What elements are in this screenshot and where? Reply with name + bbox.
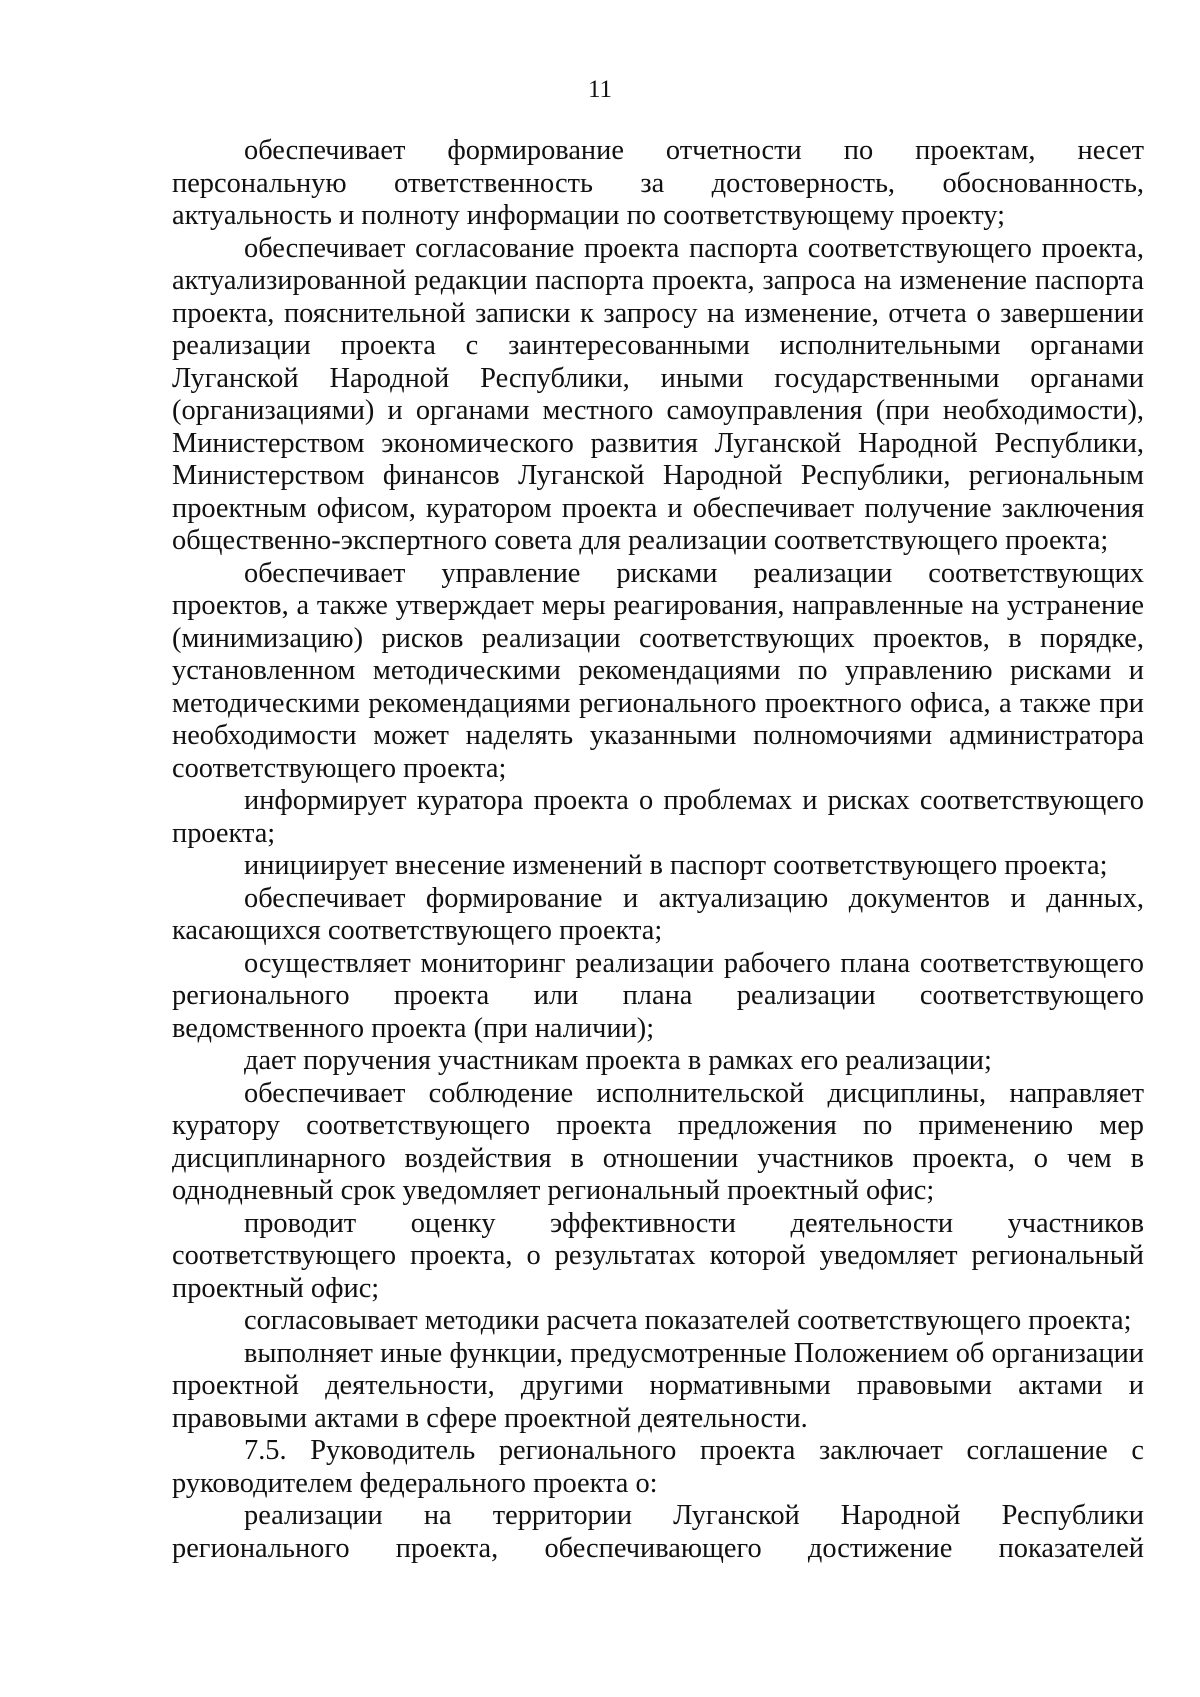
paragraph-initiate-changes: инициирует внесение изменений в паспорт соответствующего проекта; bbox=[244, 850, 1108, 881]
paragraph-risk-management: обеспечивает управление рисками реализации соответствующих проектов, а также утверждает меры реагирования, направленные на устранение (минимизацию) рисков реализации соответствующих проектов, в порядке, установленном методическими рекомендациями по управлению рисками и методическими рекомендациями регионального проектного офиса, а также при необходимости может наделять указанными полномочиями администратора соответствующего проекта; bbox=[172, 557, 1144, 784]
paragraph-efficiency: проводит оценку эффективности деятельности участников соответствующего проекта, о результатах которой уведомляет региональный проектный офис; bbox=[172, 1207, 1144, 1304]
paragraph-documents: обеспечивает формирование и актуализацию документов и данных, касающихся соответствующего проекта; bbox=[172, 882, 1144, 946]
paragraph-discipline: обеспечивает соблюдение исполнительской дисциплины, направляет куратору соответствующего проекта предложения по применению мер дисциплинарного воздействия в отношении участников проекта, о чем в однодневный срок уведомляет региональный проектный офис; bbox=[172, 1077, 1144, 1206]
document-body bbox=[172, 135, 1144, 1565]
paragraph-passport-approval: обеспечивает согласование проекта паспорта соответствующего проекта, актуализированной редакции паспорта проекта, запроса на изменение паспорта проекта, пояснительной записки к запросу на изменение, отчета о завершении реализации проекта с заинтересованными исполнительными органами Луганской Народной Республики, иными государственными органами (организациями) и органами местного самоуправления (при необходимости), Министерством экономического развития Луганской Народной Республики, Министерством финансов Луганской Народной Республики, региональным проектным офисом, куратором проекта и обеспечивает получение заключения общественно-экспертного совета для реализации соответствующего проекта; bbox=[172, 232, 1144, 556]
paragraph-implementation: реализации на территории Луганской Народной Республики регионального проекта, обеспечивающего достижение показателей bbox=[172, 1500, 1144, 1564]
page-number: 11 bbox=[587, 76, 613, 103]
paragraph-inform-curator: информирует куратора проекта о проблемах и рисках соответствующего проекта; bbox=[172, 785, 1144, 849]
paragraph-other-functions: выполняет иные функции, предусмотренные Положением об организации проектной деятельности, другими нормативными правовыми актами и правовыми актами в сфере проектной деятельности. bbox=[172, 1337, 1144, 1434]
paragraph-methods: согласовывает методики расчета показателей соответствующего проекта; bbox=[244, 1305, 1132, 1336]
paragraph-monitoring: осуществляет мониторинг реализации рабочего плана соответствующего регионального проекта или плана реализации соответствующего ведомственного проекта (при наличии); bbox=[172, 947, 1144, 1044]
paragraph-instructions: дает поручения участникам проекта в рамках его реализации; bbox=[244, 1045, 992, 1076]
paragraph-reporting: обеспечивает формирование отчетности по проектам, несет персональную ответственность за достоверность, обоснованность, актуальность и полноту информации по соответствующему проекту; bbox=[172, 135, 1144, 231]
paragraph-section-7-5: 7.5. Руководитель регионального проекта заключает соглашение с руководителем федерального проекта о: bbox=[172, 1435, 1144, 1499]
